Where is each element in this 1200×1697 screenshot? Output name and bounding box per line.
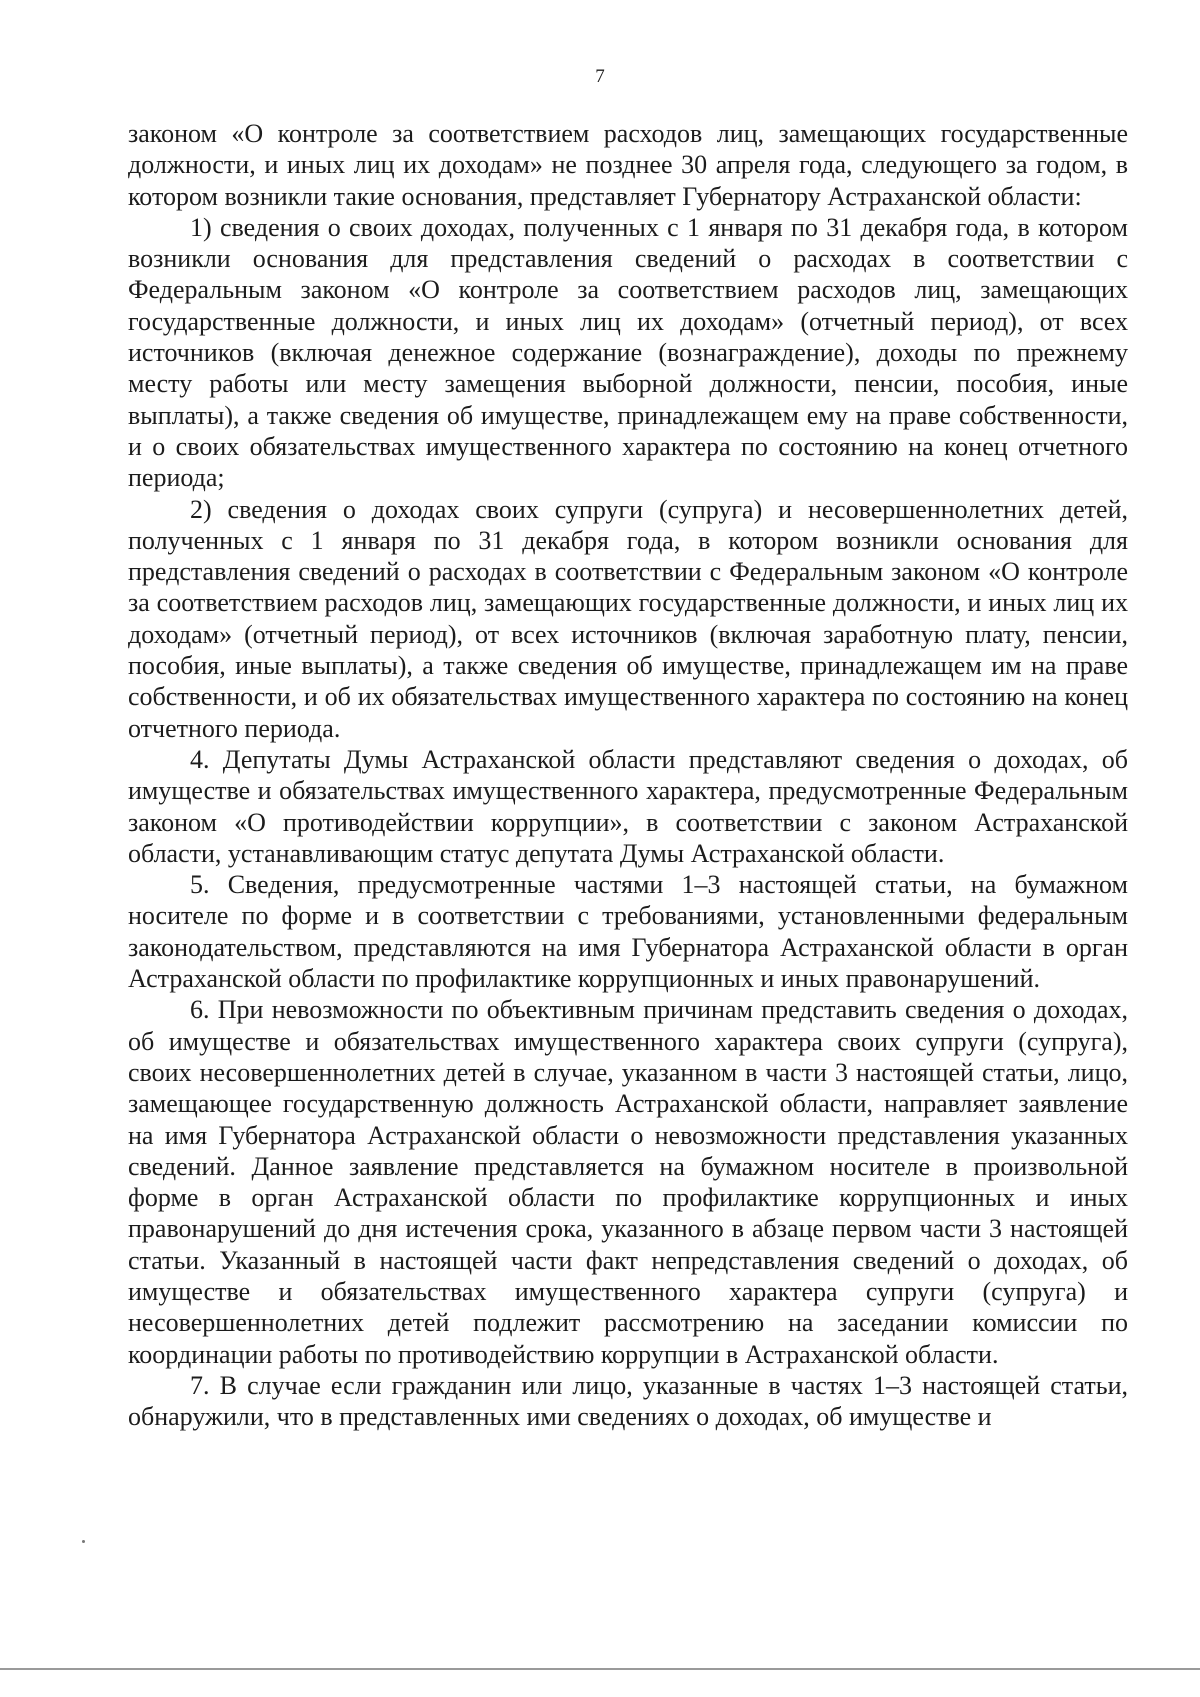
paragraph-continuation: законом «О контроле за соответствием расходов лиц, замещающих государственные должности, и иных лиц их доходам» не позднее 30 апреля года, следующего за годом, в котором возникли такие основания, представляет Губернатору Астраханской области: xyxy=(128,119,1128,211)
document-body xyxy=(128,118,1128,1432)
paragraph-item-1: 1) сведения о своих доходах, полученных с 1 января по 31 декабря года, в котором возникли основания для представления сведений о расходах в соответствии с Федеральным законом «О контроле за соответствием расходов лиц, замещающих государственные должности, и иных лиц их доходам» (отчетный период), от всех источников (включая денежное содержание (вознаграждение), доходы по прежнему месту работы или месту замещения выборной должности, пенсии, пособия, иные выплаты), а также сведения об имуществе, принадлежащем ему на праве собственности, и о своих обязательствах имущественного характера по состоянию на конец отчетного периода; xyxy=(128,212,1128,493)
paragraph-item-2: 2) сведения о доходах своих супруги (супруга) и несовершеннолетних детей, полученных с 1 января по 31 декабря года, в котором возникли основания для представления сведений о расходах в соответствии с Федеральным законом «О контроле за соответствием расходов лиц, замещающих государственные должности, и иных лиц их доходам» (отчетный период), от всех источников (включая заработную плату, пенсии, пособия, иные выплаты), а также сведения об имуществе, принадлежащем им на праве собственности, и об их обязательствах имущественного характера по состоянию на конец отчетного периода. xyxy=(128,494,1128,743)
scan-artifact-dot xyxy=(82,1540,85,1543)
paragraph-part-7: 7. В случае если гражданин или лицо, указанные в частях 1–3 настоящей статьи, обнаружили, что в представленных ими сведениях о доходах, об имуществе и xyxy=(128,1370,1128,1432)
paragraph-part-4: 4. Депутаты Думы Астраханской области представляют сведения о доходах, об имуществе и обязательствах имущественного характера, предусмотренные Федеральным законом «О противодействии коррупции», в соответствии с законом Астраханской области, устанавливающим статус депутата Думы Астраханской области. xyxy=(128,744,1128,868)
scan-bottom-edge-line xyxy=(0,1668,1200,1670)
page-number: 7 xyxy=(595,66,605,87)
paragraph-part-6: 6. При невозможности по объективным причинам представить сведения о доходах, об имуществе и обязательствах имущественного характера своих супруги (супруга), своих несовершеннолетних детей в случае, указанном в части 3 настоящей статьи, лицо, замещающее государственную должность Астраханской области, направляет заявление на имя Губернатора Астраханской области о невозможности представления указанных сведений. Данное заявление представляется на бумажном носителе в произвольной форме в орган Астраханской области по профилактике коррупционных и иных правонарушений до дня истечения срока, указанного в абзаце первом части 3 настоящей статьи. Указанный в настоящей части факт непредставления сведений о доходах, об имуществе и обязательствах имущественного характера супруги (супруга) и несовершеннолетних детей подлежит рассмотрению на заседании комиссии по координации работы по противодействию коррупции в Астраханской области. xyxy=(128,995,1128,1369)
paragraph-part-5: 5. Сведения, предусмотренные частями 1–3 настоящей статьи, на бумажном носителе по форме и в соответствии с требованиями, установленными федеральным законодательством, представляются на имя Губернатора Астраханской области в орган Астраханской области по профилактике коррупционных и иных правонарушений. xyxy=(128,870,1128,994)
